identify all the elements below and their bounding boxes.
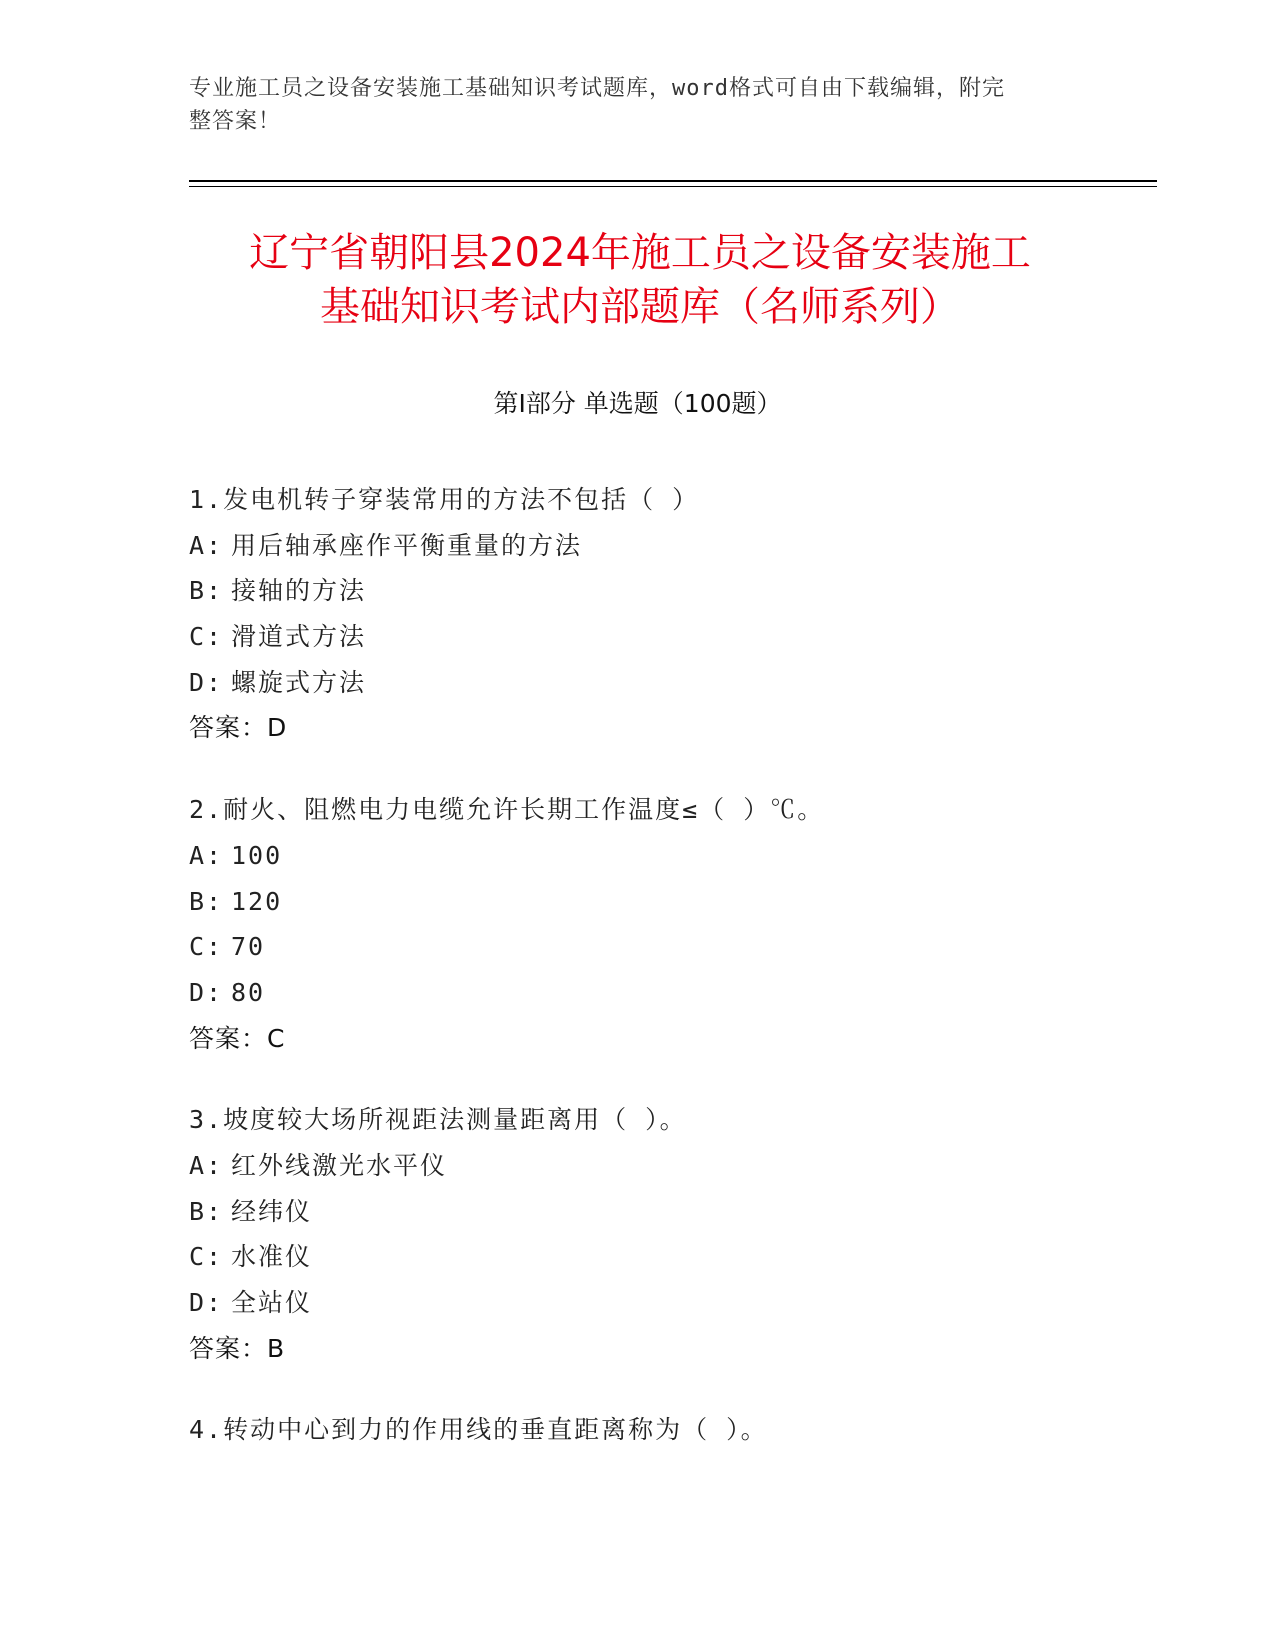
option-d xyxy=(189,970,1129,1016)
option-b xyxy=(189,879,1129,925)
option-c xyxy=(189,924,1129,970)
option-b xyxy=(189,568,1129,614)
option-text: 红外线激光水平仪 xyxy=(231,1150,448,1180)
option-key: B: xyxy=(189,886,224,916)
question-stem: 3.坡度较大场所视距法测量距离用（ ）。 xyxy=(189,1105,687,1135)
option-key: A: xyxy=(189,530,224,560)
option-d xyxy=(189,660,1129,706)
answer: 答案：B xyxy=(189,1333,286,1363)
question-stem: 4.转动中心到力的作用线的垂直距离称为（ ）。 xyxy=(189,1415,768,1445)
header-note-line-2: 整答案！ xyxy=(189,109,282,134)
document-title xyxy=(180,226,1100,334)
option-key: B: xyxy=(189,576,224,606)
option-text: 100 xyxy=(231,840,283,870)
option-text: 用后轴承座作平衡重量的方法 xyxy=(231,530,583,560)
question-list xyxy=(189,477,1129,1489)
option-text: 70 xyxy=(231,932,266,962)
header-rule-thick xyxy=(189,180,1157,182)
title-line-2: 基础知识考试内部题库（名师系列） xyxy=(320,284,960,330)
option-c xyxy=(189,614,1129,660)
option-key: A: xyxy=(189,1150,224,1180)
option-text: 螺旋式方法 xyxy=(231,667,367,697)
question-stem: 2.耐火、阻燃电力电缆允许长期工作温度≤（ ）℃。 xyxy=(189,795,825,825)
option-key: D: xyxy=(189,667,224,697)
question-4 xyxy=(189,1407,1129,1453)
option-a xyxy=(189,523,1129,569)
option-key: C: xyxy=(189,1242,224,1272)
answer: 答案：C xyxy=(189,1023,286,1053)
option-key: C: xyxy=(189,622,224,652)
option-text: 滑道式方法 xyxy=(231,622,367,652)
option-text: 经纬仪 xyxy=(231,1196,313,1226)
option-text: 80 xyxy=(231,977,266,1007)
option-key: D: xyxy=(189,1288,224,1317)
option-text: 全站仪 xyxy=(231,1288,313,1317)
header-note xyxy=(189,72,1069,138)
option-c xyxy=(189,1234,1129,1280)
question-stem: 1.发电机转子穿装常用的方法不包括（ ） xyxy=(189,485,700,514)
header-note-line-1: 专业施工员之设备安装施工基础知识考试题库，word格式可自由下载编辑，附完 xyxy=(189,76,1005,101)
option-d xyxy=(189,1280,1129,1326)
question-1 xyxy=(189,477,1129,751)
option-key: D: xyxy=(189,977,224,1007)
header-rule-thin xyxy=(189,186,1157,187)
option-text: 水准仪 xyxy=(231,1242,313,1272)
option-key: B: xyxy=(189,1196,224,1226)
option-a xyxy=(189,1143,1129,1189)
question-3 xyxy=(189,1097,1129,1371)
option-key: A: xyxy=(189,840,224,870)
option-text: 120 xyxy=(231,886,283,916)
option-text: 接轴的方法 xyxy=(231,576,367,606)
question-2 xyxy=(189,787,1129,1061)
section-title: 第Ⅰ部分 单选题（100题） xyxy=(493,389,782,418)
option-a xyxy=(189,833,1129,879)
answer: 答案：D xyxy=(189,713,288,743)
title-line-1: 辽宁省朝阳县2024年施工员之设备安装施工 xyxy=(249,230,1031,276)
option-key: C: xyxy=(189,932,224,962)
option-b xyxy=(189,1189,1129,1235)
